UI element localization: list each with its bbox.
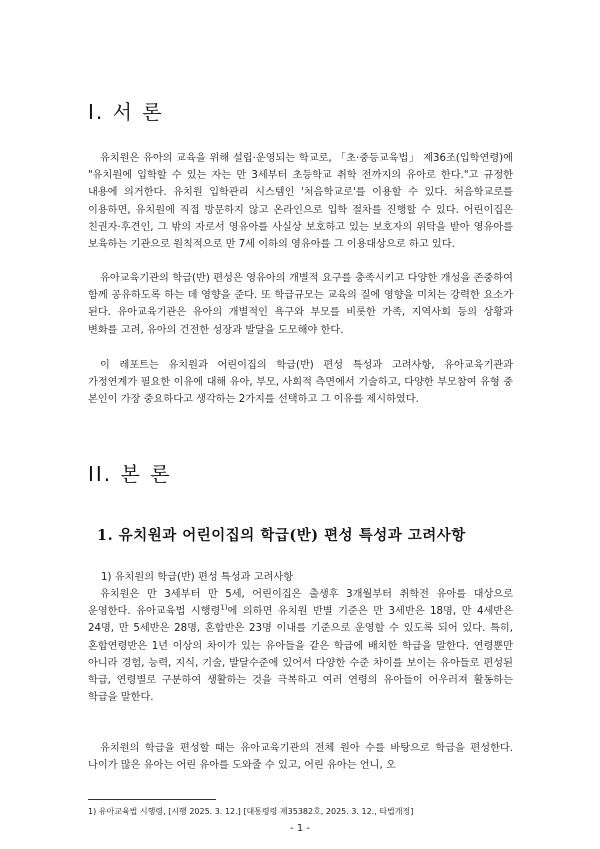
intro-paragraph-1: 유치원은 유아의 교육을 위해 설립·운영되는 학교로, 「초·중등교육법」 제36조(입학연령)에 "유치원에 입학할 수 있는 자는 만 3세부터 초등학교 취학 전까지의 유아로 한다."고 규정한 내용에 의거한다. 유치원 입학관리 시스템인 '처음학교로'를 이용할 수 있다. 처음학교로를 이용하면, 유치원에 직접 방문하지 않고 온라인으로 입학 절차를 진행할 수 있다. 어린이집은 친권자·후견인, 그 밖의 자로서 영유아를 사실상 보호하고 있는 보호자의 위탁을 받아 영유아를 보육하는 기관으로 원칙적으로 만 7세 이하의 영유아를 그 이용대상으로 하고 있다. [88, 153, 513, 251]
section-title-introduction: I. 서 론 [88, 100, 164, 124]
footnote-ref[interactable]: 1) [220, 603, 228, 612]
body-paragraph-1 [88, 586, 513, 706]
subsection-title: 1. 유치원과 어린이집의 학급(반) 편성 특성과 고려사항 [97, 527, 466, 544]
body-paragraph-2: 유치원의 학급을 편성할 때는 유아교육기관의 전체 원아 수를 바탕으로 학급을 편성한다. 나이가 많은 유아는 어린 유아를 도와줄 수 있고, 어린 유아는 언니, 오 [88, 743, 513, 772]
body-paragraph-1-text: 유치원은 만 3세부터 만 5세, 어린이집은 출생후 3개월부터 취학전 유아를 대상으로 운영한다. 유아교육법 시행령 [88, 589, 513, 618]
page-number: - 1 - [290, 823, 310, 834]
intro-paragraph-3: 이 레포트는 유치원과 어린이집의 학급(반) 편성 특성과 고려사항, 유아교육기관과 가정연계가 필요한 이유에 대해 유아, 부모, 사회적 측면에서 기술하고, 다양한 부모참여 유형 중 본인이 가장 중요하다고 생각하는 2가지를 선택하고 그 이유를 제시하였다. [88, 360, 513, 406]
intro-paragraph-2: 유아교육기관의 학급(반) 편성은 영유아의 개별적 요구를 충족시키고 다양한 개성을 존중하여 함께 공유하도록 하는 데 영향을 준다. 또 학급규모는 교육의 질에 영향을 미치는 강력한 요소가 된다. 유아교육기관은 유아의 개별적인 욕구와 부모를 비롯한 가족, 지역사회 등의 상황과 변화를 고려, 유아의 건전한 성장과 발달을 도모해야 한다. [88, 273, 513, 336]
body-paragraph-1-text-cont: 에 의하면 유치원 반별 기준은 만 3세반은 18명, 만 4세반은 24명, 만 5세반은 28명, 혼합반은 23명 이내를 기준으로 운영할 수 있도록 되어 있다. 특히, 혼합연령반은 1년 이상의 차이가 있는 유아들을 같은 학급에 배치한 학급을 말한다. 연령뿐만 아니라 경험, 능력, 지식, 기술, 발달수준에 있어서 다양한 수준 차이를 보이는 유아들로 편성된 학급, 연령별로 구분하여 생활하는 것을 극복하고 여러 연령의 유아들이 어우러져 활동하는 학급을 말한다. [88, 606, 513, 704]
footnote-divider [88, 799, 216, 800]
section-title-body: II. 본 론 [88, 462, 172, 486]
footnote: 1) 유아교육법 시행령, [시행 2025. 3. 12.] [대통령령 제35382호, 2025. 3. 12., 타법개정] [88, 807, 414, 816]
subsubsection-title: 1) 유치원의 학급(반) 편성 특성과 고려사항 [101, 572, 294, 583]
